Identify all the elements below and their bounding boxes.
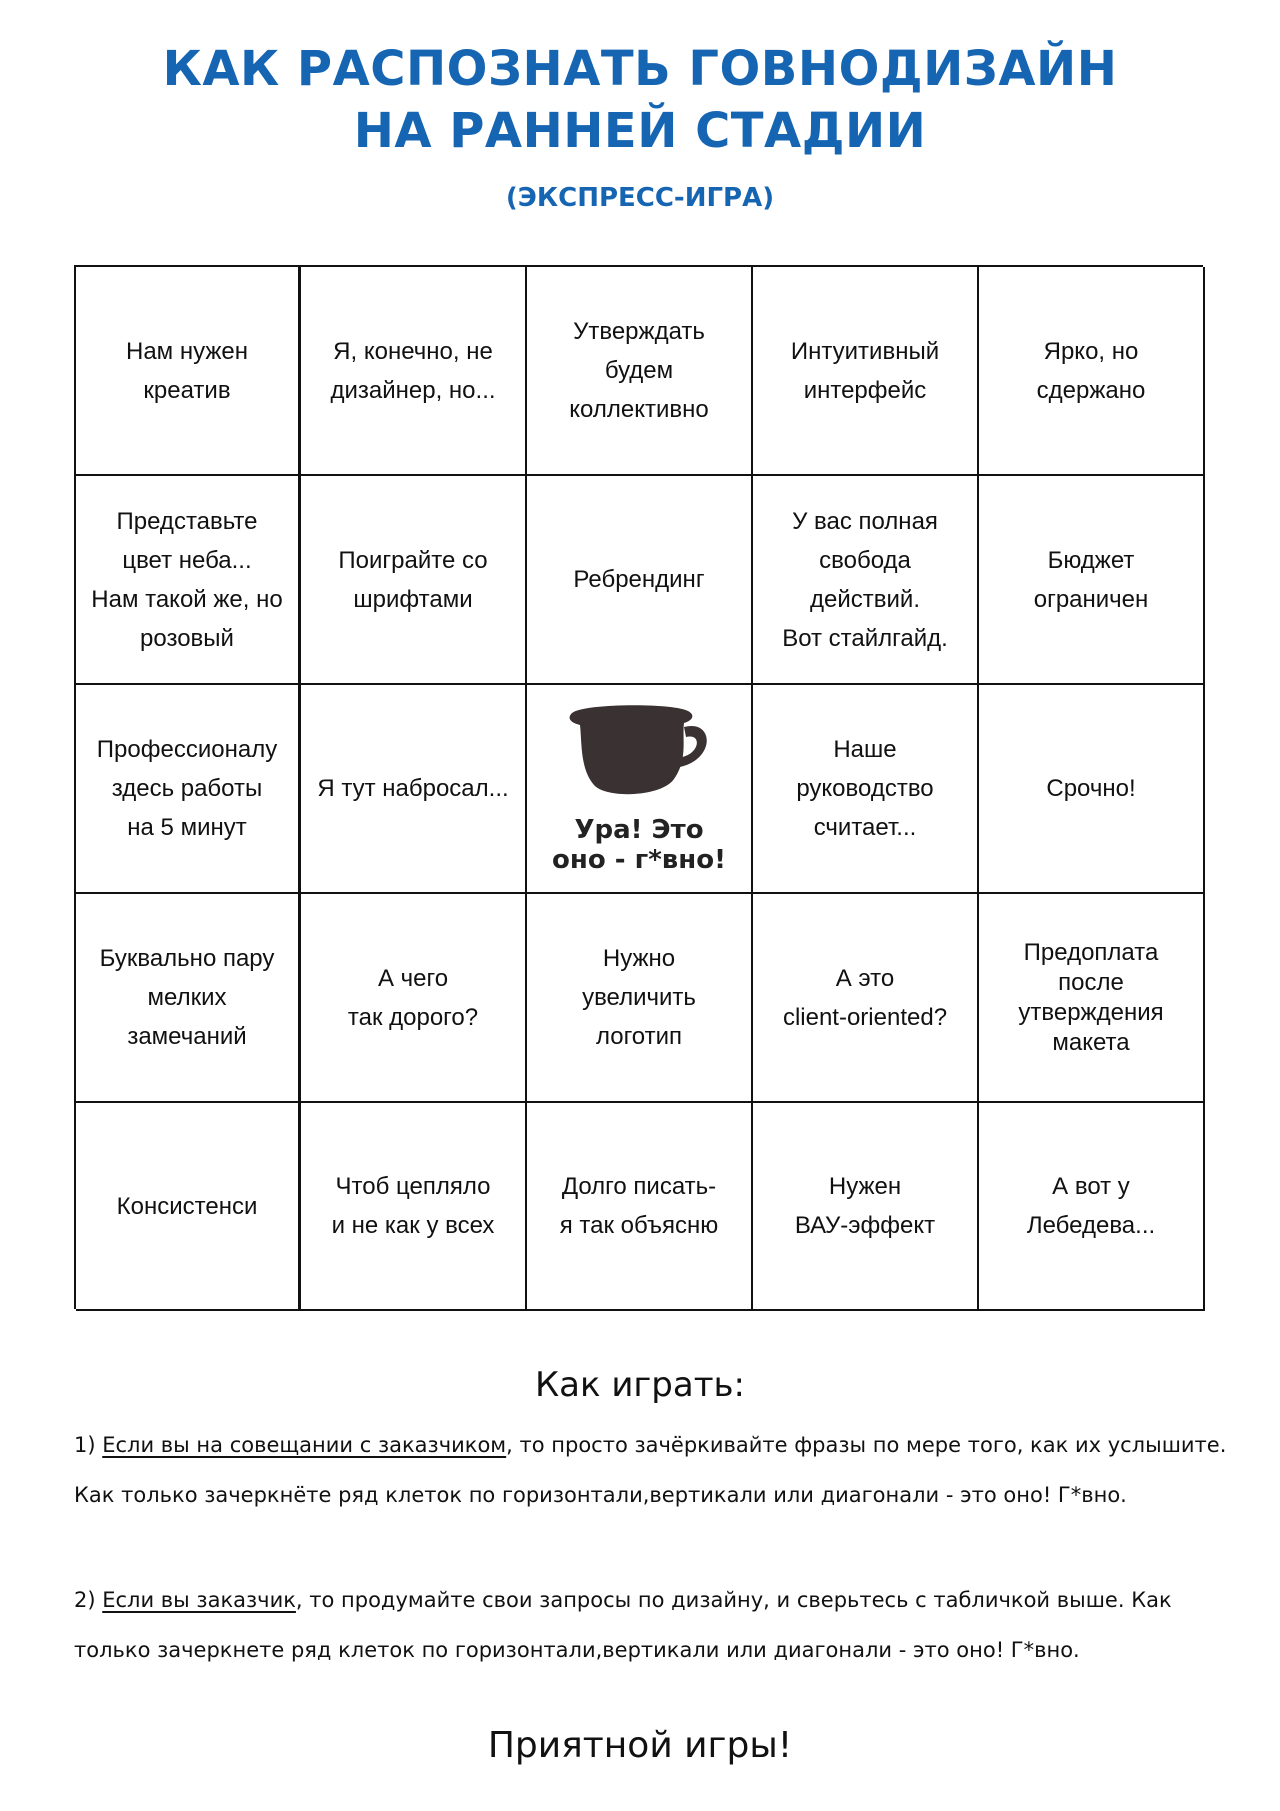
center-label: Ура! Это оно - г*вно! <box>552 815 726 875</box>
rule-2-number: 2) <box>74 1588 103 1612</box>
bingo-cell[interactable]: Предоплата после утверждения макета <box>979 894 1205 1103</box>
bingo-cell[interactable]: Наше руководство считает... <box>753 685 979 894</box>
bingo-cell[interactable]: А чего так дорого? <box>301 894 527 1103</box>
bingo-cell[interactable]: А это client-oriented? <box>753 894 979 1103</box>
bingo-grid <box>74 265 1203 1309</box>
title-line-1: КАК РАСПОЗНАТЬ ГОВНОДИЗАЙН <box>162 41 1118 97</box>
bingo-cell[interactable]: Нужно увеличить логотип <box>527 894 753 1103</box>
bingo-cell[interactable]: Поиграйте со шрифтами <box>301 476 527 685</box>
page-title <box>0 38 1280 162</box>
bingo-cell[interactable]: Ребрендинг <box>527 476 753 685</box>
chamber-pot-icon <box>564 699 714 809</box>
bingo-cell[interactable]: Нам нужен креатив <box>76 267 301 476</box>
bingo-cell[interactable]: Консистенси <box>76 1103 301 1311</box>
bingo-cell[interactable]: У вас полная свобода действий. Вот стайлгайд. <box>753 476 979 685</box>
rule-1-condition: Если вы на совещании с заказчиком <box>102 1433 507 1457</box>
bingo-cell[interactable]: Ярко, но сдержано <box>979 267 1205 476</box>
rule-1 <box>74 1420 1234 1520</box>
bingo-cell[interactable]: Бюджет ограничен <box>979 476 1205 685</box>
rule-2 <box>74 1575 1234 1675</box>
bingo-cell[interactable]: Чтоб цепляло и не как у всех <box>301 1103 527 1311</box>
rule-1-number: 1) <box>74 1433 103 1457</box>
rule-2-text: , то продумайте свои запросы по дизайну, и сверьтесь с табличкой выше. Как только зачеркнете ряд клеток по горизонтали,вертикали или диагонали - это оно! Г*вно. <box>74 1588 1172 1662</box>
rule-1-text: , то просто зачёркивайте фразы по мере того, как их услышите. Как только зачеркнёте ряд клеток по горизонтали,вертикали или диагонали - это оно! Г*вно. <box>74 1433 1227 1507</box>
bingo-center-cell[interactable] <box>527 685 753 894</box>
title-line-2: НА РАННЕЙ СТАДИИ <box>353 103 927 159</box>
bingo-cell[interactable]: Нужен ВАУ-эффект <box>753 1103 979 1311</box>
rule-2-condition: Если вы заказчик <box>102 1588 296 1612</box>
bingo-cell[interactable]: Представьте цвет неба... Нам такой же, но розовый <box>76 476 301 685</box>
bingo-cell[interactable]: Я, конечно, не дизайнер, но... <box>301 267 527 476</box>
farewell-text: Приятной игры! <box>487 1725 793 1766</box>
page-subtitle: (ЭКСПРЕСС-ИГРА) <box>505 183 775 213</box>
bingo-cell[interactable]: Интуитивный интерфейс <box>753 267 979 476</box>
bingo-cell[interactable]: Буквально пару мелких замечаний <box>76 894 301 1103</box>
bingo-cell[interactable]: Долго писать- я так объясню <box>527 1103 753 1311</box>
bingo-cell[interactable]: Профессионалу здесь работы на 5 минут <box>76 685 301 894</box>
bingo-cell[interactable]: А вот у Лебедева... <box>979 1103 1205 1311</box>
bingo-cell[interactable]: Я тут набросал... <box>301 685 527 894</box>
bingo-cell[interactable]: Срочно! <box>979 685 1205 894</box>
howto-heading: Как играть: <box>535 1365 745 1405</box>
bingo-cell[interactable]: Утверждать будем коллективно <box>527 267 753 476</box>
